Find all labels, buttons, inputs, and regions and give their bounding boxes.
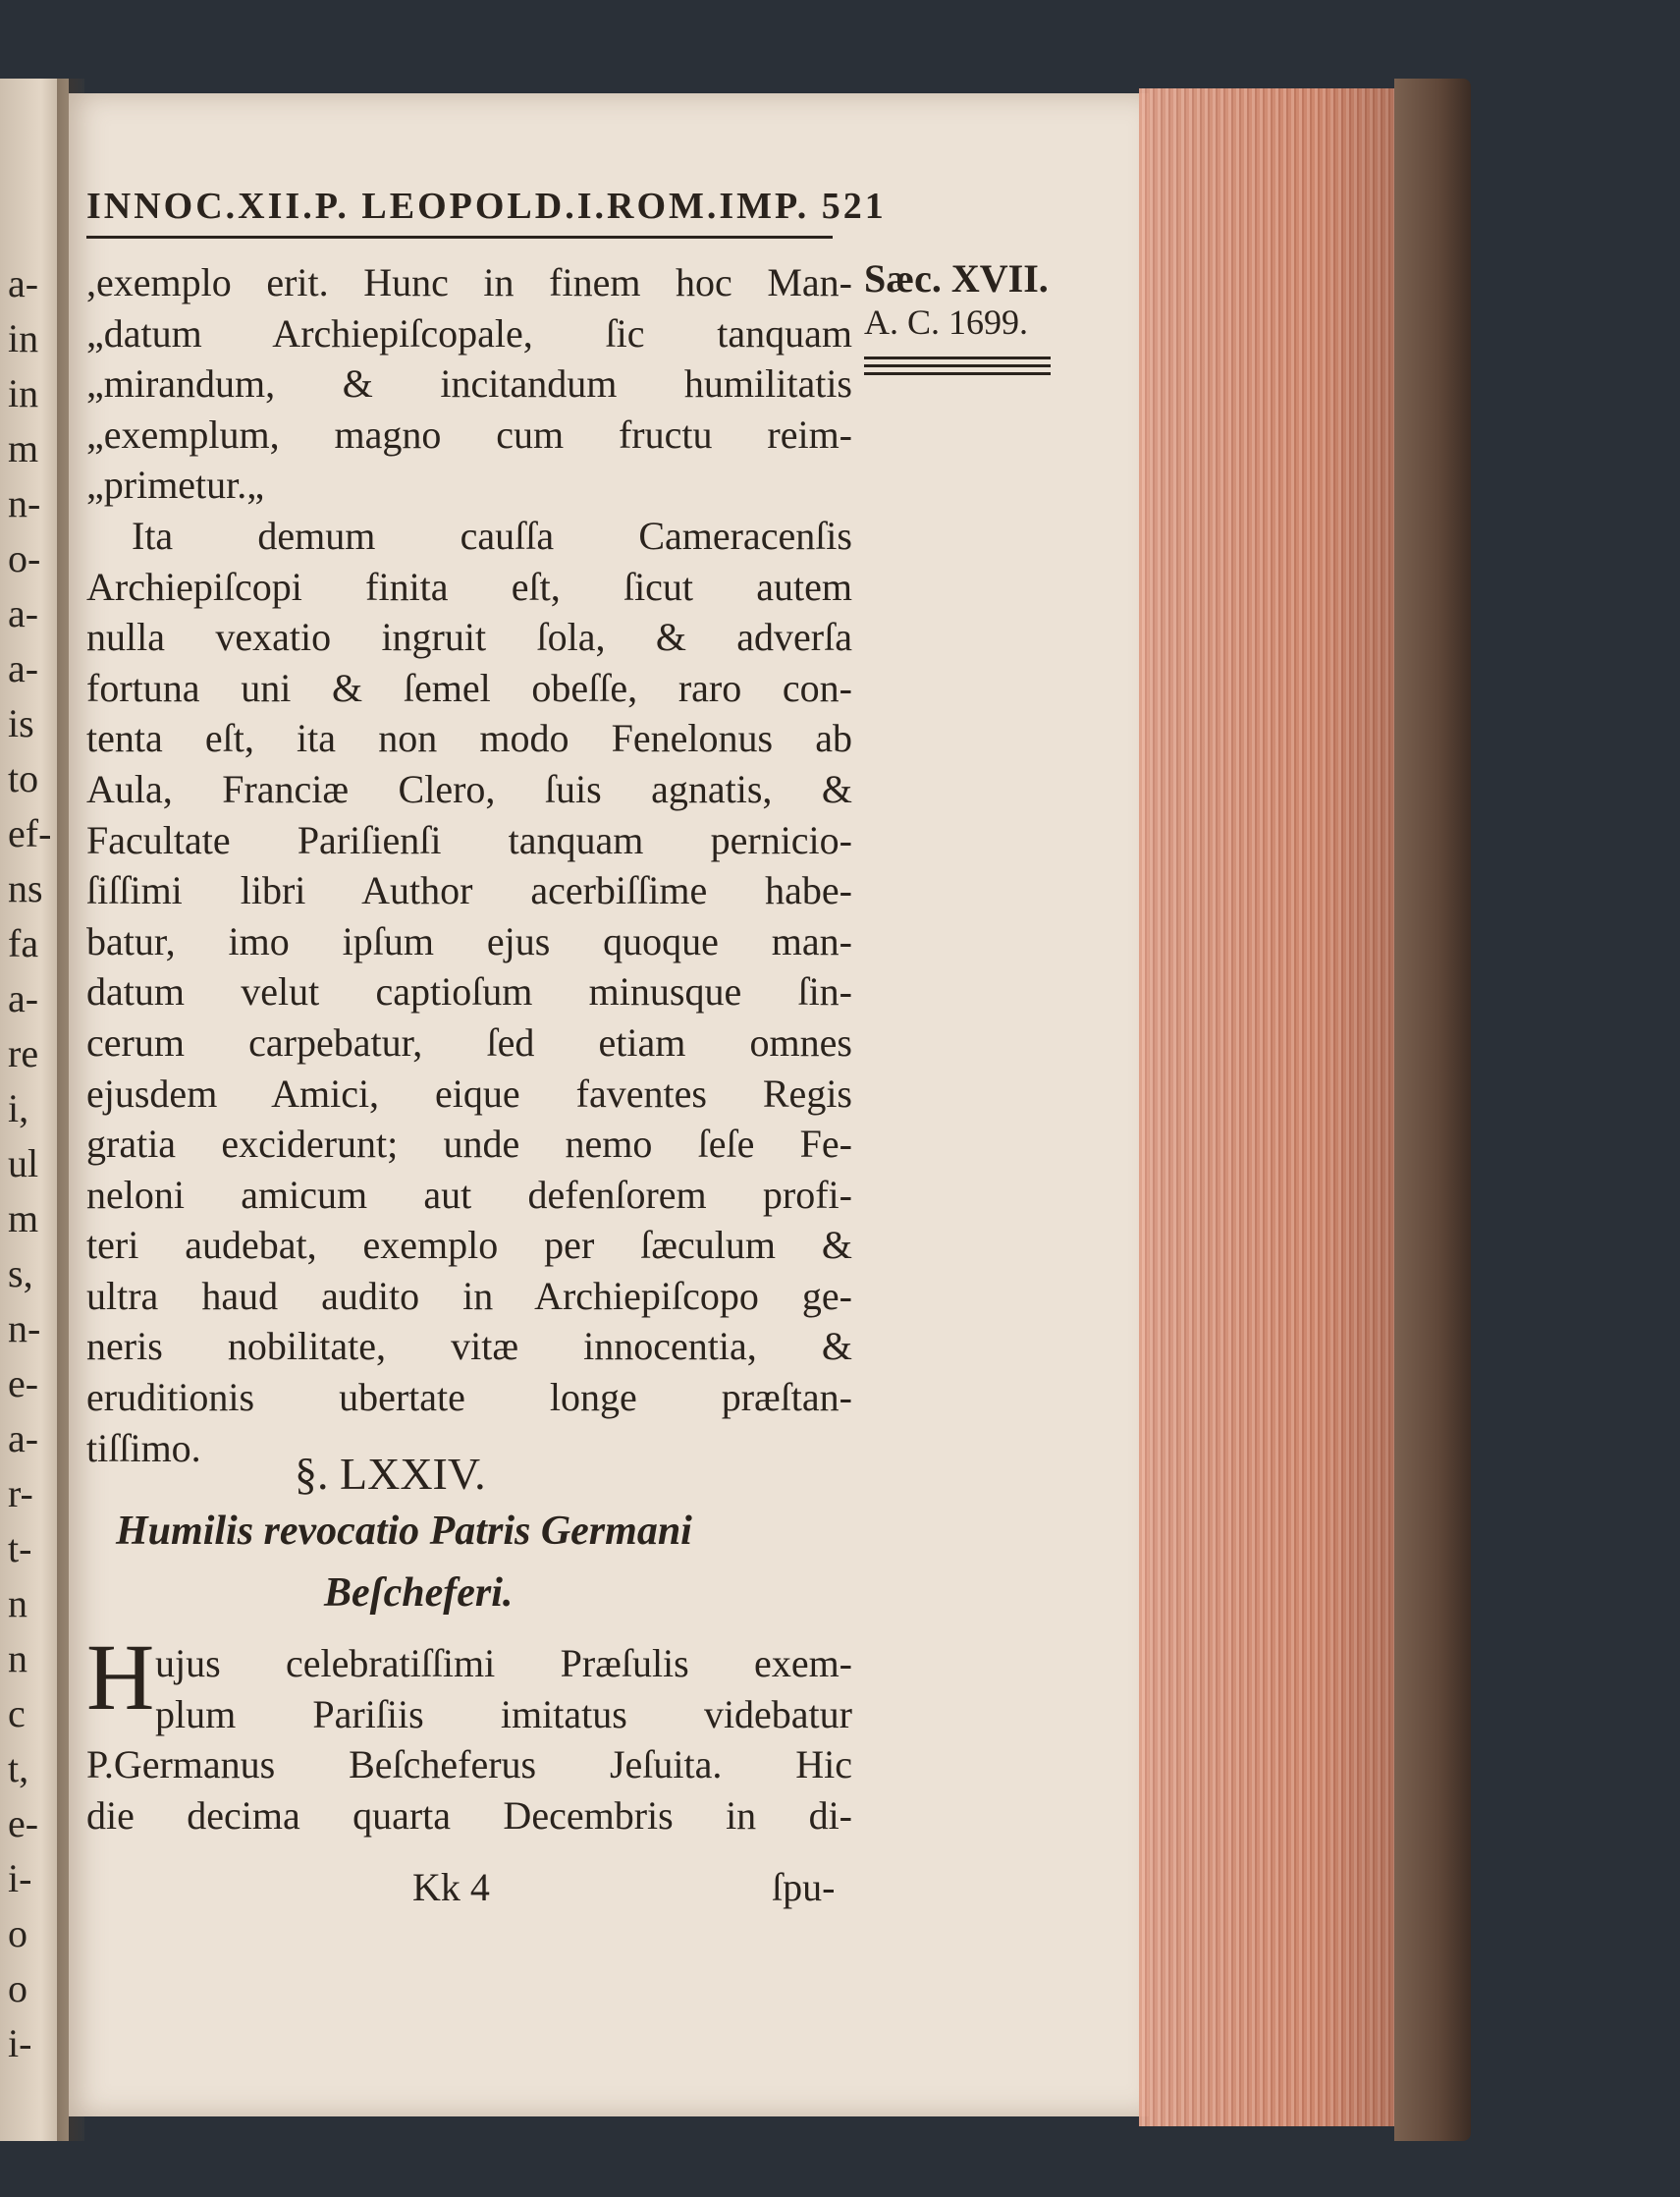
margin-century: Sæc. XVII. xyxy=(864,256,1049,301)
drop-cap: H xyxy=(86,1624,155,1730)
left-page-fragment: s, xyxy=(8,1251,33,1295)
left-page-fragment: i- xyxy=(8,1856,32,1900)
left-page-fragment: e- xyxy=(8,1361,39,1405)
margin-rule xyxy=(864,357,1051,359)
text-line: plum Pariſiis imitatus videbatur xyxy=(155,1691,852,1736)
left-page-fragment: n xyxy=(8,1636,27,1680)
left-page-fragment: t, xyxy=(8,1746,29,1790)
text-line: Ita demum cauſſa Cameracenſis xyxy=(132,513,852,558)
left-page-fragment: i, xyxy=(8,1086,29,1130)
section-title: Humilis revocatio Patris Germani xyxy=(116,1509,692,1554)
text-line: tiſſimo. xyxy=(86,1425,201,1470)
margin-rule xyxy=(864,364,1051,367)
left-page-fragment: o- xyxy=(8,536,41,580)
margin-rule xyxy=(864,372,1051,375)
text-line: eruditionis ubertate longe præſtan- xyxy=(86,1375,852,1420)
text-line: ,exemplo erit. Hunc in finem hoc Man- xyxy=(86,260,852,304)
header-rule xyxy=(86,236,833,239)
text-line: ujus celebratiſſimi Præſulis exem- xyxy=(155,1641,852,1685)
left-page-fragment: m xyxy=(8,1196,39,1240)
text-line: ultra haud audito in Archiepiſcopo ge- xyxy=(86,1273,852,1318)
left-page-fragment: re xyxy=(8,1031,39,1075)
text-line: datum velut captioſum minusque ſin- xyxy=(86,969,852,1015)
left-page-fragment: i- xyxy=(8,2021,32,2065)
text-line: P.Germanus Beſcheferus Jeſuita. Hic xyxy=(86,1742,852,1786)
text-line: die decima quarta Decembris in di- xyxy=(86,1792,852,1838)
body-text xyxy=(86,1638,852,1840)
section-title: Beſcheferi. xyxy=(324,1570,514,1616)
text-line: Facultate Pariſienſi tanquam pernicio- xyxy=(86,817,852,862)
left-page-fragment: to xyxy=(8,756,39,800)
text-line: „datum Archiepiſcopale, ſic tanquam xyxy=(86,310,852,356)
running-head: INNOC.XII.P. LEOPOLD.I.ROM.IMP. 521 xyxy=(86,186,887,227)
left-page-fragment: ef- xyxy=(8,811,52,855)
text-line: „exemplum, magno cum fructu reim- xyxy=(86,412,852,457)
left-page-fragment: r- xyxy=(8,1471,33,1515)
left-page-fragment: m xyxy=(8,426,39,470)
left-page-fragment: in xyxy=(8,371,39,415)
left-page-fragment: t- xyxy=(8,1526,32,1570)
left-page-fragment: n- xyxy=(8,481,41,525)
left-page-fragment: ul xyxy=(8,1141,39,1185)
left-page-fragment: ns xyxy=(8,866,43,910)
book-cover xyxy=(1394,79,1471,2141)
text-line: neris nobilitate, vitæ innocentia, & xyxy=(86,1324,852,1369)
text-line: nulla vexatio ingruit ſola, & adverſa xyxy=(86,615,852,660)
text-line: teri audebat, exemplo per ſæculum & xyxy=(86,1223,852,1268)
left-page-fragment: a- xyxy=(8,646,39,690)
text-line: „mirandum, & incitandum humilitatis xyxy=(86,361,852,407)
text-line: gratia exciderunt; unde nemo ſeſe Fe- xyxy=(86,1122,852,1167)
left-page-fragment: in xyxy=(8,316,39,360)
margin-note xyxy=(864,255,1060,375)
text-line: batur, imo ipſum ejus quoque man- xyxy=(86,918,852,963)
text-line: fortuna uni & ſemel obeſſe, raro con- xyxy=(86,665,852,710)
section-number: §. LXXIV. xyxy=(295,1449,486,1499)
left-page-fragment: a- xyxy=(8,591,39,635)
text-line: „primetur.„ xyxy=(86,463,265,508)
left-page-fragment: e- xyxy=(8,1801,39,1845)
text-line: cerum carpebatur, ſed etiam omnes xyxy=(86,1019,852,1065)
left-page-fragment: o xyxy=(8,1911,27,1955)
text-line: neloni amicum aut defenſorem profi- xyxy=(86,1172,852,1217)
text-line: ſiſſimi libri Author acerbiſſime habe- xyxy=(86,868,852,913)
left-page-fragment: a- xyxy=(8,261,39,305)
catchword: ſpu- xyxy=(772,1865,836,1909)
text-line: Aula, Franciæ Clero, ſuis agnatis, & xyxy=(86,766,852,811)
margin-year: A. C. 1699. xyxy=(864,302,1029,342)
left-page-fragment: a- xyxy=(8,1416,39,1460)
body-text xyxy=(86,257,852,1473)
left-page-fragment: o xyxy=(8,1966,27,2010)
left-page-fragment: fa xyxy=(8,921,39,965)
text-line: tenta eſt, ita non modo Fenelonus ab xyxy=(86,716,852,761)
text-line: ejusdem Amici, eique faventes Regis xyxy=(86,1071,852,1116)
page-edges-shade xyxy=(1139,88,1394,2126)
text-line: Archiepiſcopi finita eſt, ſicut autem xyxy=(86,564,852,609)
left-page-fragment: n xyxy=(8,1581,27,1625)
left-page-fragment: is xyxy=(8,701,34,745)
signature-mark: Kk 4 xyxy=(412,1865,490,1909)
left-page-fragment: n- xyxy=(8,1306,41,1350)
left-page-fragment: c xyxy=(8,1691,26,1735)
left-page-fragment: a- xyxy=(8,976,39,1020)
